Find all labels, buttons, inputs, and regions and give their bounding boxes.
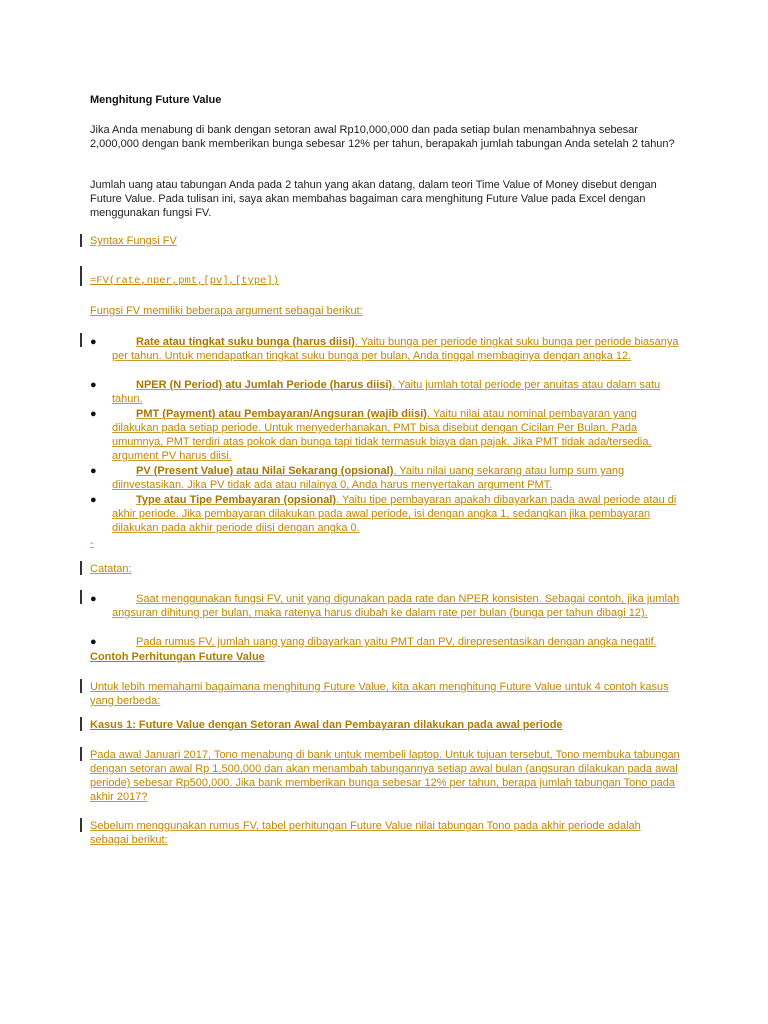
list-item-note-1 — [90, 592, 682, 634]
paragraph-marker — [80, 333, 82, 347]
bullet-icon: ● — [90, 336, 97, 348]
paragraph-marker — [80, 234, 82, 247]
argument-rate-text[interactable] — [112, 335, 682, 363]
bullet-icon: ● — [90, 636, 97, 648]
argument-pv-text[interactable] — [112, 464, 682, 492]
paragraph-marker — [80, 818, 82, 832]
example-heading[interactable]: Contoh Perhitungan Future Value — [90, 651, 265, 663]
fv-formula[interactable]: =FV(rate,nper,pmt,[pv],[type]) — [90, 275, 280, 287]
example-intro[interactable]: Untuk lebih memahami bagaimana menghitung Future Value, kita akan menghitung Future Value untuk 4 contoh kasus yang berbeda: — [90, 681, 669, 707]
argument-name: PV (Present Value) atau Nilai Sekarang (opsional) — [136, 465, 394, 477]
paragraph-marker — [80, 590, 82, 604]
bullet-icon: ● — [90, 494, 97, 506]
argument-name: Rate atau tingkat suku bunga (harus diisi) — [136, 336, 355, 348]
argument-name: Type atau Tipe Pembayaran (opsional) — [136, 494, 337, 506]
bullet-icon: ● — [90, 408, 97, 420]
paragraph-marker — [80, 679, 82, 693]
argument-description: . Yaitu tipe pembayaran apakah dibayarkan pada awal periode atau di akhir periode. Jika pembayaran dilakukan pada awal periode, isi dengan angka 1, sedangkan jika pembayaran dilakukan pada akhir periode diisi dengan angka 0. — [112, 494, 677, 534]
stray-dash: - — [90, 537, 94, 549]
argument-pmt-text[interactable] — [112, 407, 682, 463]
bullet-icon: ● — [90, 465, 97, 477]
case-1-heading[interactable]: Kasus 1: Future Value dengan Setoran Awal dan Pembayaran dilakukan pada awal periode — [90, 719, 563, 731]
argument-name: PMT (Payment) atau Pembayaran/Angsuran (wajib diisi) — [136, 408, 427, 420]
note-text[interactable]: Saat menggunakan fungsi FV, unit yang digunakan pada rate dan NPER konsisten. Sebagai contoh, jika jumlah angsuran dihitung per bulan, maka ratenya harus diubah ke dalam rate per bulan (bunga per tahun dibagi 12). — [112, 593, 680, 619]
argument-description: . Yaitu nilai atau nominal pembayaran yang dilakukan pada setiap periode. Untuk menyederhanakan, PMT bisa disebut dengan Cicilan Per Bulan. Pada umumnya, PMT terdiri atas pokok dan bunga tapi tidak termasuk biaya dan pajak. Jika PMT tidak ada/tersedia, argument PV harus diisi. — [112, 408, 652, 462]
paragraph-marker — [80, 266, 82, 286]
page-title: Menghitung Future Value — [90, 94, 222, 106]
list-item-pv — [90, 464, 682, 492]
argument-description: . Yaitu nilai uang sekarang atau lump sum yang diinvestasikan. Jika PV tidak ada atau nilainya 0, Anda harus menyertakan argument PMT. — [112, 465, 625, 491]
paragraph-marker — [80, 747, 82, 761]
case-1-table-intro[interactable]: Sebelum menggunakan rumus FV, tabel perhitungan Future Value nilai tabungan Tono pada akhir periode adalah sebagai berikut: — [90, 820, 641, 846]
list-item-note-2 — [90, 635, 682, 649]
list-item-type — [90, 493, 682, 535]
argument-description: . Yaitu bunga per periode tingkat suku bunga per periode biasanya per tahun. Untuk mendapatkan tingkat suku bunga per bulan, Anda tinggal membaginya dengan angka 12. — [112, 336, 679, 362]
note-text[interactable]: Pada rumus FV, jumlah uang yang dibayarkan yaitu PMT dan PV, direpresentasikan dengan angka negatif. — [136, 636, 657, 648]
list-item-nper — [90, 378, 682, 406]
argument-type-text[interactable] — [112, 493, 682, 535]
intro-explanation-paragraph: Jumlah uang atau tabungan Anda pada 2 tahun yang akan datang, dalam teori Time Value of Money disebut dengan Future Value. Pada tulisan ini, saya akan membahas bagaiman cara menghitung Future Value pada Excel dengan menggunakan fungsi FV. — [90, 179, 657, 219]
notes-heading[interactable]: Catatan: — [90, 563, 132, 575]
list-item-pmt — [90, 407, 682, 463]
list-item-rate — [90, 335, 682, 377]
syntax-heading[interactable]: Syntax Fungsi FV — [90, 235, 177, 247]
paragraph-marker — [80, 717, 82, 731]
case-1-story[interactable]: Pada awal Januari 2017, Tono menabung di bank untuk membeli laptop. Untuk tujuan tersebut, Tono membuka tabungan dengan setoran awal Rp 1,500,000 dan akan menambah tabungannya setiap awal bulan (angsuran dilakukan pada awal periode) sebesar Rp500,000. Jika bank memberikan bunga sebesar 12% per tahun, berapa jumlah tabungan Tono pada akhir 2017? — [90, 749, 680, 803]
arguments-intro[interactable]: Fungsi FV memiliki beberapa argument sebagai berikut: — [90, 305, 363, 317]
argument-name: NPER (N Period) atu Jumlah Periode (harus diisi) — [136, 379, 393, 391]
bullet-icon: ● — [90, 593, 97, 605]
bullet-icon: ● — [90, 379, 97, 391]
intro-question-paragraph: Jika Anda menabung di bank dengan setoran awal Rp10,000,000 dan pada setiap bulan menambahnya sebesar 2,000,000 dengan bank memberikan bunga sebesar 12% per tahun, berapakah jumlah tabungan Anda setelah 2 tahun? — [90, 124, 675, 150]
argument-nper-text[interactable] — [112, 378, 682, 406]
paragraph-marker — [80, 561, 82, 575]
argument-description: . Yaitu jumlah total periode per anuitas atau dalam satu tahun. — [112, 379, 661, 405]
